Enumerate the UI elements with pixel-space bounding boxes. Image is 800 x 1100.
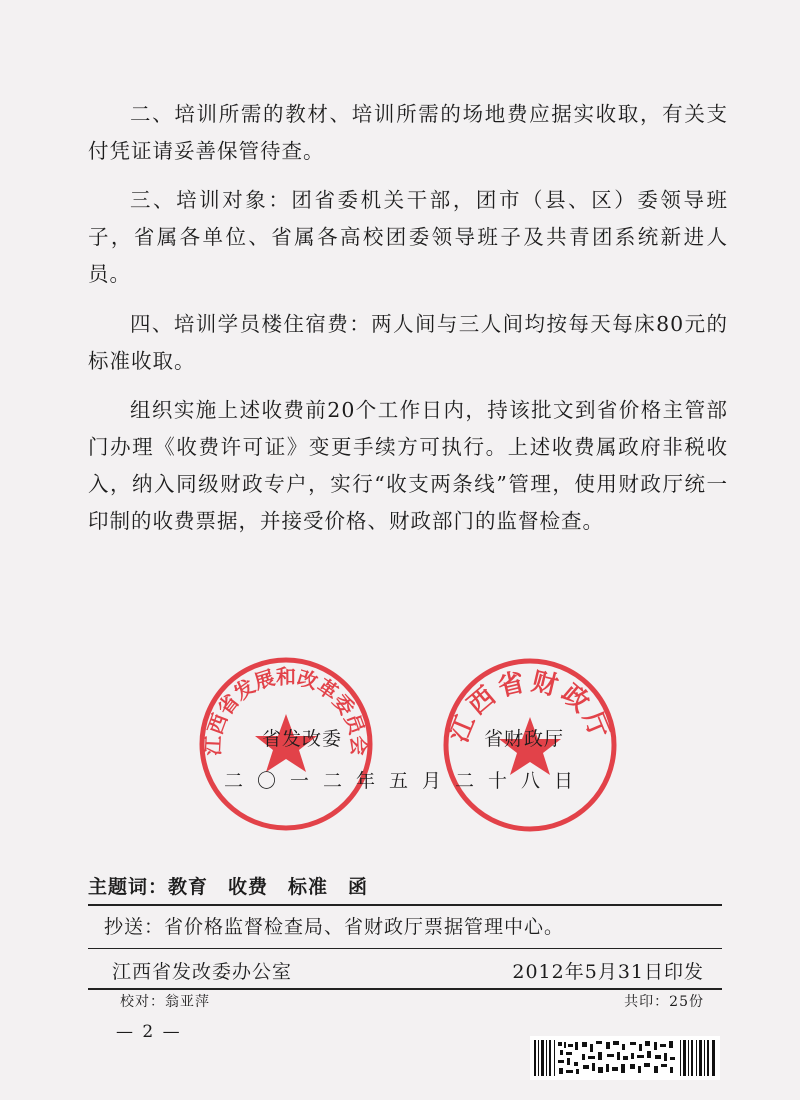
- divider-top: [88, 904, 722, 906]
- signer-left: 省发改委: [262, 728, 343, 750]
- paragraph-teaching-materials: 二、培训所需的教材、培训所需的场地费应据实收取，有关支付凭证请妥善保管待查。: [88, 102, 728, 163]
- issuing-office: 江西省发改委办公室: [112, 961, 293, 983]
- paragraph-implementation: 组织实施上述收费前20个工作日内，持该批文到省价格主管部门办理《收费许可证》变更手续方可执行。上述收费属政府非税收入，纳入同级财政专户，实行“收支两条线”管理，使用财政厅统一印制的收费票据，并接受价格、财政部门的监督检查。: [88, 398, 728, 533]
- proofreader: 校对：翁亚萍: [120, 994, 210, 1010]
- copies-count: 共印：25份: [624, 994, 704, 1010]
- paragraph-accommodation-fee: 四、培训学员楼住宿费：两人间与三人间均按每天每床80元的标准收取。: [88, 312, 728, 373]
- paragraph-training-targets: 三、培训对象：团省委机关干部，团市（县、区）委领导班子，省属各单位、省属各高校团委领导班子及共青团系统新进人员。: [88, 188, 728, 286]
- cc-recipients: 抄送：省价格监督检查局、省财政厅票据管理中心。: [104, 916, 565, 938]
- seal-right-text: 江西省财政厅: [443, 666, 617, 747]
- divider-middle: [88, 948, 722, 949]
- signer-right: 省财政厅: [484, 728, 565, 750]
- divider-bottom: [88, 988, 722, 990]
- page-number: — 2 —: [116, 1022, 182, 1042]
- issue-date: 2012年5月31日印发: [512, 961, 704, 983]
- seal-left-text: 江西省发展和改革委员会: [200, 664, 372, 757]
- subject-words: 主题词：教育 收费 标准 函: [88, 876, 369, 898]
- document-date: 二〇一二年五月二十八日: [224, 770, 588, 792]
- barcode-image: [530, 1036, 720, 1080]
